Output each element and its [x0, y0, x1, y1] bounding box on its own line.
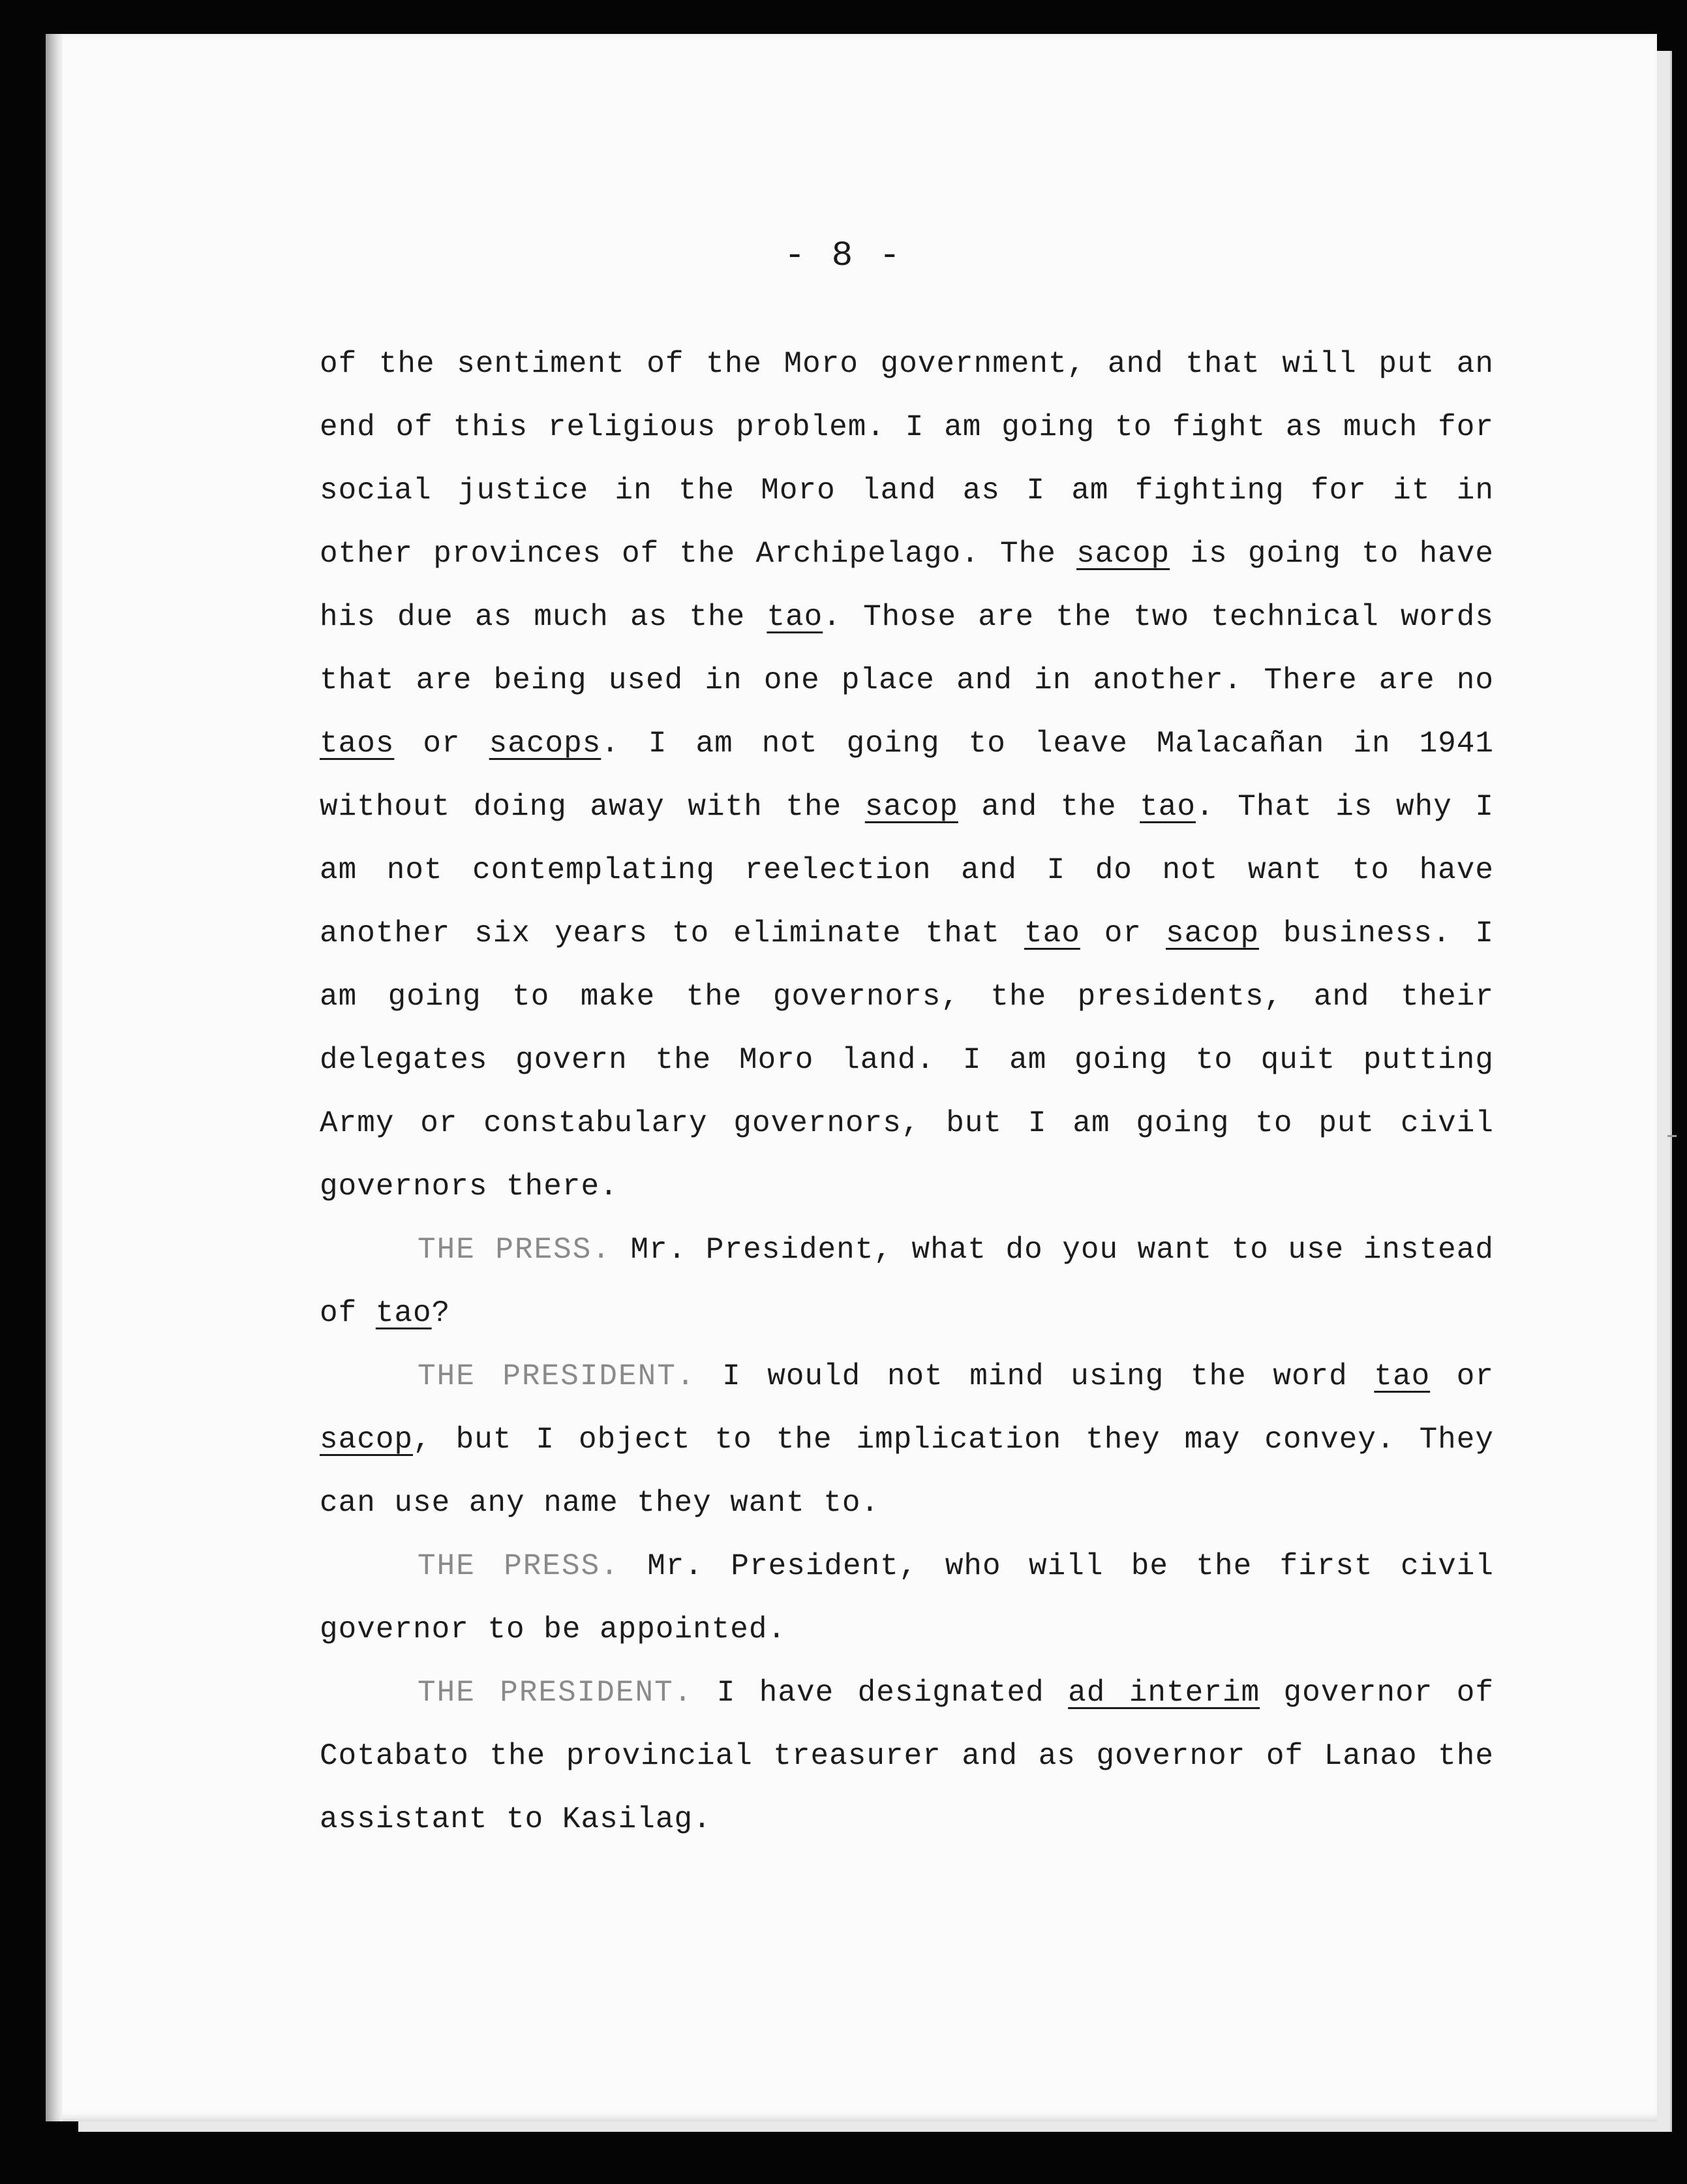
page-number: - 8 - [783, 236, 904, 276]
text-segment: governor of Cotabato the provincial treasurer and as governor of Lanao the assistant to Kasilag. [320, 1676, 1494, 1836]
underlined-term: tao [767, 600, 823, 634]
paragraph [320, 1219, 1494, 1345]
underlined-term: sacops [489, 727, 601, 761]
underlined-term: tao [375, 1296, 432, 1330]
underlined-term: taos [320, 727, 395, 761]
speaker-label: THE PRESS. [418, 1549, 620, 1583]
text-segment: or [1080, 917, 1166, 950]
paragraph [320, 1535, 1494, 1661]
text-segment: Mr. President, what do you want to use instead of [320, 1233, 1494, 1330]
paragraph [320, 333, 1494, 1219]
text-segment: is going to have his due as much as the [320, 537, 1495, 634]
transcript-body [320, 333, 1494, 1851]
underlined-term: sacop [1076, 537, 1170, 571]
speaker-label: THE PRESS. [418, 1233, 611, 1267]
page-edge-shadow [46, 34, 63, 2121]
paragraph [320, 1345, 1494, 1535]
text-segment: . Those are the two technical words that are being used in one place and in another. There are no [320, 600, 1494, 697]
text-segment: business. I am going to make the governors, the presidents, and their delegates govern the Moro land. I am going to quit putting Army or constabulary governors, but I am going to put civil governors there. [320, 917, 1494, 1204]
underlined-term: tao [1024, 917, 1080, 950]
text-segment: or [394, 727, 489, 761]
margin-mark [1667, 1135, 1677, 1137]
text-segment: or [1430, 1359, 1494, 1393]
text-segment: Mr. President, who will be the first civil governor to be appointed. [320, 1549, 1495, 1646]
underlined-term: sacop [864, 790, 958, 824]
underlined-term: tao [1140, 790, 1196, 824]
speaker-label: THE PRESIDENT. [418, 1359, 696, 1393]
underlined-term: sacop [320, 1423, 414, 1457]
text-segment: I have designated [693, 1676, 1069, 1710]
text-segment: . That is why I am not contemplating reelection and I do not want to have another six years to eliminate that [320, 790, 1494, 950]
text-segment: I would not mind using the word [695, 1359, 1375, 1393]
text-segment: of the sentiment of the Moro government, and that will put an end of this religious problem. I am going to fight as much for social justice in the Moro land as I am fighting for it in other provinces of the Archipelago. The [320, 347, 1494, 571]
paragraph [320, 1661, 1494, 1851]
underlined-term: ad interim [1068, 1676, 1260, 1710]
underlined-term: tao [1374, 1359, 1431, 1393]
text-segment: and the [958, 790, 1140, 824]
text-segment: . I am not going to leave Malacañan in 1941 without doing away with the [320, 727, 1495, 824]
text-segment: ? [431, 1296, 451, 1330]
text-segment: , but I object to the implication they may convey. They can use any name they want to. [320, 1423, 1494, 1520]
underlined-term: sacop [1165, 917, 1259, 950]
speaker-label: THE PRESIDENT. [418, 1676, 693, 1710]
